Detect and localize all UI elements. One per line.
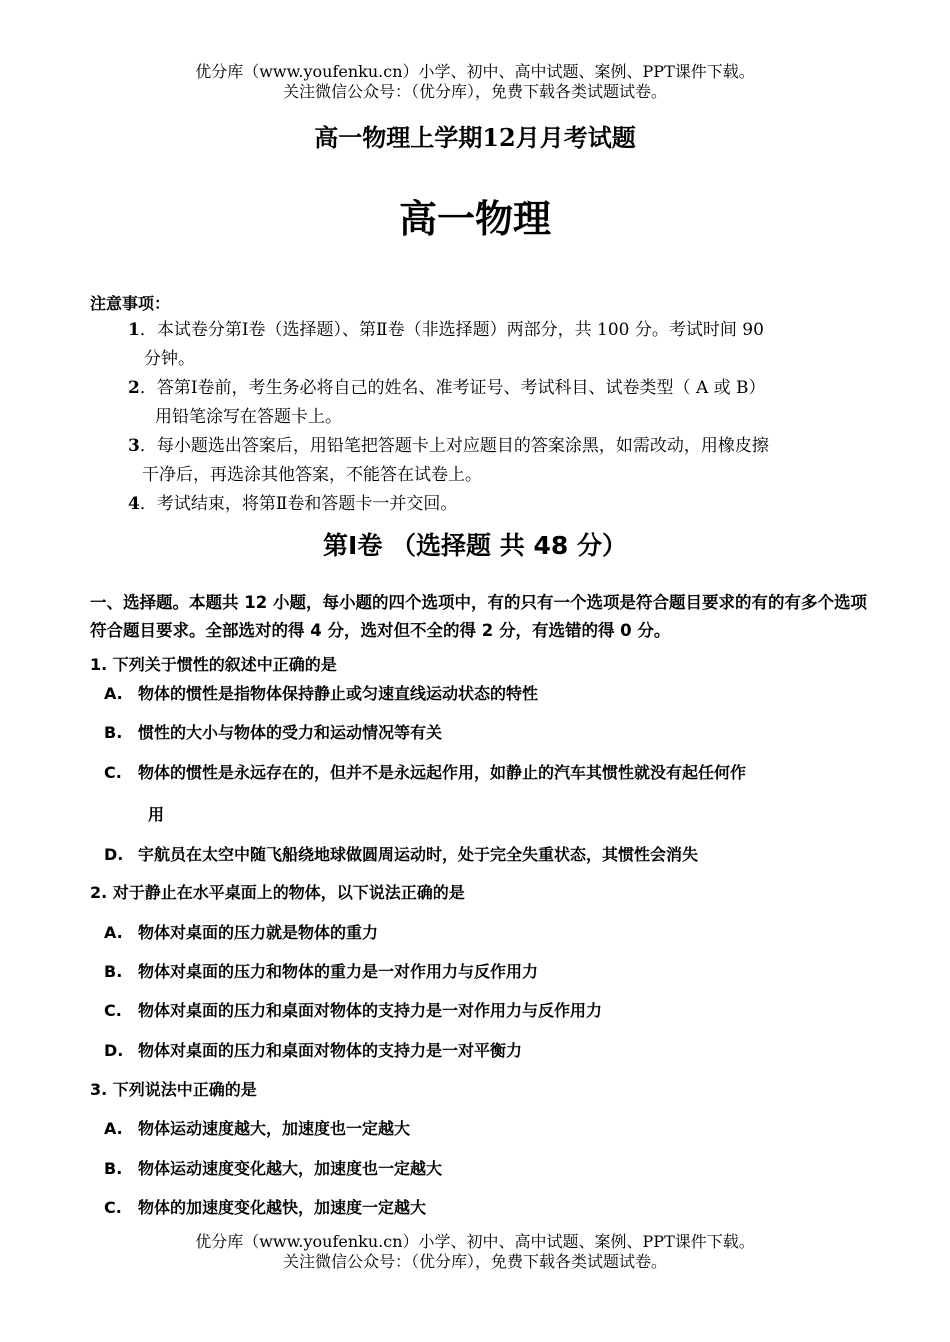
notice-item xyxy=(90,316,865,374)
option-label: C. xyxy=(104,1198,122,1217)
option-text: 宇航员在太空中随飞船绕地球做圆周运动时，处于完全失重状态，其惯性会消失 xyxy=(138,845,699,864)
answer-option xyxy=(104,1038,874,1061)
option-label: A. xyxy=(104,1119,123,1138)
option-text: 物体的惯性是永远存在的，但并不是永远起作用，如静止的汽车其惯性就没有起任何作 xyxy=(138,763,747,782)
notice-item-text: ．考试结束，将第Ⅱ卷和答题卡一并交回。 xyxy=(139,494,458,514)
option-label: B. xyxy=(104,1159,123,1178)
answer-option xyxy=(104,959,874,982)
option-label: C. xyxy=(104,763,122,782)
option-label: C. xyxy=(104,1001,122,1020)
question-stem: 2. 对于静止在水平桌面上的物体，以下说法正确的是 xyxy=(90,883,465,902)
option-continuation: 用 xyxy=(148,805,165,824)
page-footer xyxy=(0,1232,950,1272)
option-text: 物体的加速度变化越快，加速度一定越大 xyxy=(138,1198,427,1217)
option-text: 物体运动速度变化越大，加速度也一定越大 xyxy=(138,1159,443,1178)
answer-option xyxy=(104,720,874,743)
option-label: B. xyxy=(104,962,123,981)
option-text: 物体的惯性是指物体保持静止或匀速直线运动状态的特性 xyxy=(138,684,539,703)
answer-option xyxy=(104,920,874,943)
answer-option xyxy=(104,1116,874,1139)
notice-item-number: 1 xyxy=(128,320,140,340)
answer-option xyxy=(104,842,874,865)
answer-option xyxy=(104,760,874,783)
section-intro: 一、选择题。本题共 12 小题，每小题的四个选项中，有的只有一个选项是符合题目要求的有的有多个选项符合题目要求。全部选对的得 4 分，选对但不全的得 2 分，有选错的得 0 分。 xyxy=(90,593,867,640)
header-line-2: 关注微信公众号：（优分库），免费下载各类试题试卷。 xyxy=(282,82,667,101)
option-text: 物体对桌面的压力就是物体的重力 xyxy=(138,923,379,942)
notice-item-continuation: 分钟。 xyxy=(144,349,195,369)
notice-list xyxy=(90,316,865,519)
option-label: D. xyxy=(104,845,124,864)
notice-item-number: 4 xyxy=(128,494,140,514)
notice-item xyxy=(90,432,865,490)
option-label: B. xyxy=(104,723,123,742)
answer-option xyxy=(104,998,874,1021)
question-stem: 3. 下列说法中正确的是 xyxy=(90,1080,257,1099)
question-stem: 1. 下列关于惯性的叙述中正确的是 xyxy=(90,655,337,674)
notice-item-number: 2 xyxy=(128,378,140,398)
header-line-1: 优分库（www.youfenku.cn）小学、初中、高中试题、案例、PPT课件下载。 xyxy=(195,62,755,81)
option-label: A. xyxy=(104,684,123,703)
notice-item-continuation: 干净后，再选涂其他答案，不能答在试卷上。 xyxy=(142,465,482,485)
notice-item-text: ．本试卷分第Ⅰ卷（选择题）、第Ⅱ卷（非选择题）两部分，共 100 分。考试时间 90 xyxy=(139,320,764,340)
option-text: 惯性的大小与物体的受力和运动情况等有关 xyxy=(138,723,443,742)
option-text: 物体对桌面的压力和物体的重力是一对作用力与反作用力 xyxy=(138,962,539,981)
notice-item-number: 3 xyxy=(128,436,140,456)
answer-option xyxy=(104,1195,874,1218)
option-label: A. xyxy=(104,923,123,942)
notice-item-text: ．答第Ⅰ卷前，考生务必将自己的姓名、准考证号、考试科目、试卷类型（ A 或 B） xyxy=(139,378,766,398)
notice-item-text: ．每小题选出答案后，用铅笔把答题卡上对应题目的答案涂黑，如需改动，用橡皮擦 xyxy=(139,436,769,456)
option-text: 物体对桌面的压力和桌面对物体的支持力是一对平衡力 xyxy=(138,1041,523,1060)
option-text: 物体运动速度越大，加速度也一定越大 xyxy=(138,1119,411,1138)
footer-line-2: 关注微信公众号：（优分库），免费下载各类试题试卷。 xyxy=(282,1252,667,1271)
footer-line-1: 优分库（www.youfenku.cn）小学、初中、高中试题、案例、PPT课件下载。 xyxy=(195,1232,755,1251)
section-title: 第Ⅰ卷 （选择题 共 48 分） xyxy=(323,531,627,560)
notice-item xyxy=(90,374,865,432)
notice-item xyxy=(90,490,865,519)
subject-title: 高一物理 xyxy=(398,197,551,241)
option-text: 物体对桌面的压力和桌面对物体的支持力是一对作用力与反作用力 xyxy=(138,1001,603,1020)
exam-title: 高一物理上学期12月月考试题 xyxy=(314,123,636,152)
notice-heading: 注意事项： xyxy=(90,294,171,313)
notice-item-continuation: 用铅笔涂写在答题卡上。 xyxy=(155,407,342,427)
answer-option xyxy=(104,1156,874,1179)
option-label: D. xyxy=(104,1041,124,1060)
answer-option xyxy=(104,681,874,704)
page-header xyxy=(0,62,950,102)
